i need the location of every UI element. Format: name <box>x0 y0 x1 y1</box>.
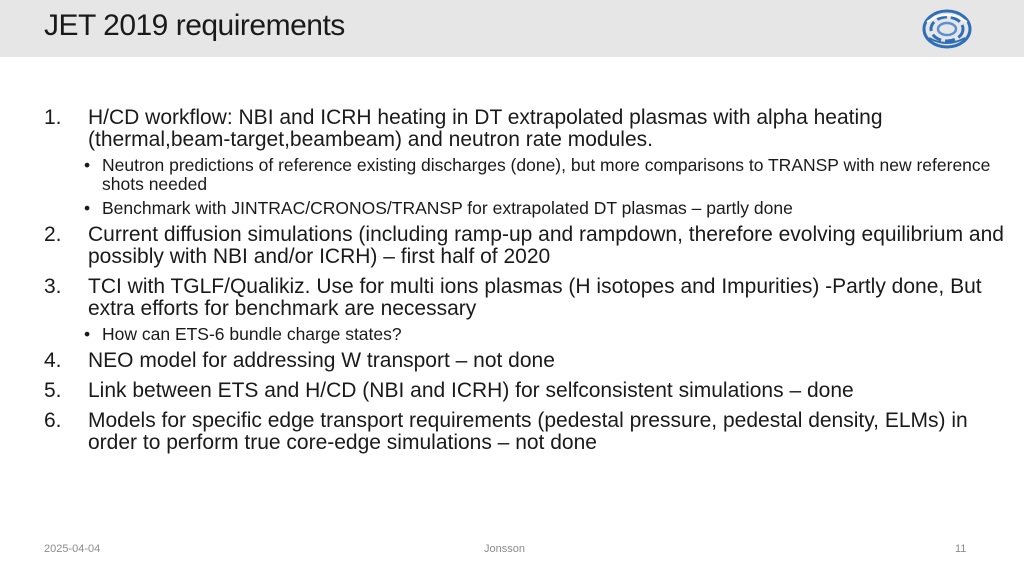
sub-list-item <box>44 156 1009 194</box>
list-item <box>44 107 1009 151</box>
sub-item-text: How can ETS-6 bundle charge states? <box>102 324 402 344</box>
item-number: 4. <box>44 349 62 372</box>
item-text: TCI with TGLF/Qualikiz. Use for multi ions plasmas (H isotopes and Impurities) -Partly done, But extra efforts for benchmark are necessary <box>88 275 982 320</box>
footer-author: Jonsson <box>484 543 525 555</box>
item-text: Link between ETS and H/CD (NBI and ICRH) for selfconsistent simulations – done <box>88 379 854 402</box>
item-number: 2. <box>44 223 62 246</box>
title-bar <box>0 0 1024 57</box>
sub-item-text: Neutron predictions of reference existing discharges (done), but more comparisons to TRANSP with new reference shots needed <box>102 155 991 194</box>
footer-page-number: 11 <box>955 543 967 555</box>
sub-item-text: Benchmark with JINTRAC/CRONOS/TRANSP for extrapolated DT plasmas – partly done <box>102 198 793 218</box>
sub-list-item <box>44 325 1009 344</box>
list-item <box>44 350 1009 372</box>
list-item <box>44 224 1009 268</box>
item-number: 6. <box>44 409 62 432</box>
item-number: 5. <box>44 379 62 402</box>
bullet-icon: • <box>84 198 91 218</box>
slide-title: JET 2019 requirements <box>44 9 345 42</box>
bullet-icon: • <box>84 324 91 344</box>
list-item <box>44 380 1009 402</box>
item-number: 3. <box>44 275 62 298</box>
list-item <box>44 410 1009 454</box>
item-text: H/CD workflow: NBI and ICRH heating in DT extrapolated plasmas with alpha heating (thermal,beam-target,beambeam) and neutron rate modules. <box>88 106 883 151</box>
sub-list-item <box>44 199 1009 218</box>
footer-date: 2025-04-04 <box>44 543 101 555</box>
bullet-icon: • <box>84 155 91 175</box>
item-text: Models for specific edge transport requirements (pedestal pressure, pedestal density, ELMs) in order to perform true core-edge simulations – not done <box>88 409 968 454</box>
requirements-list <box>44 107 1009 454</box>
item-number: 1. <box>44 106 62 129</box>
item-text: Current diffusion simulations (including ramp-up and rampdown, therefore evolving equilibrium and possibly with NBI and/or ICRH) – first half of 2020 <box>88 223 1004 268</box>
eurofusion-ring-logo-icon <box>921 8 973 50</box>
list-item <box>44 276 1009 320</box>
item-text: NEO model for addressing W transport – not done <box>88 349 555 372</box>
